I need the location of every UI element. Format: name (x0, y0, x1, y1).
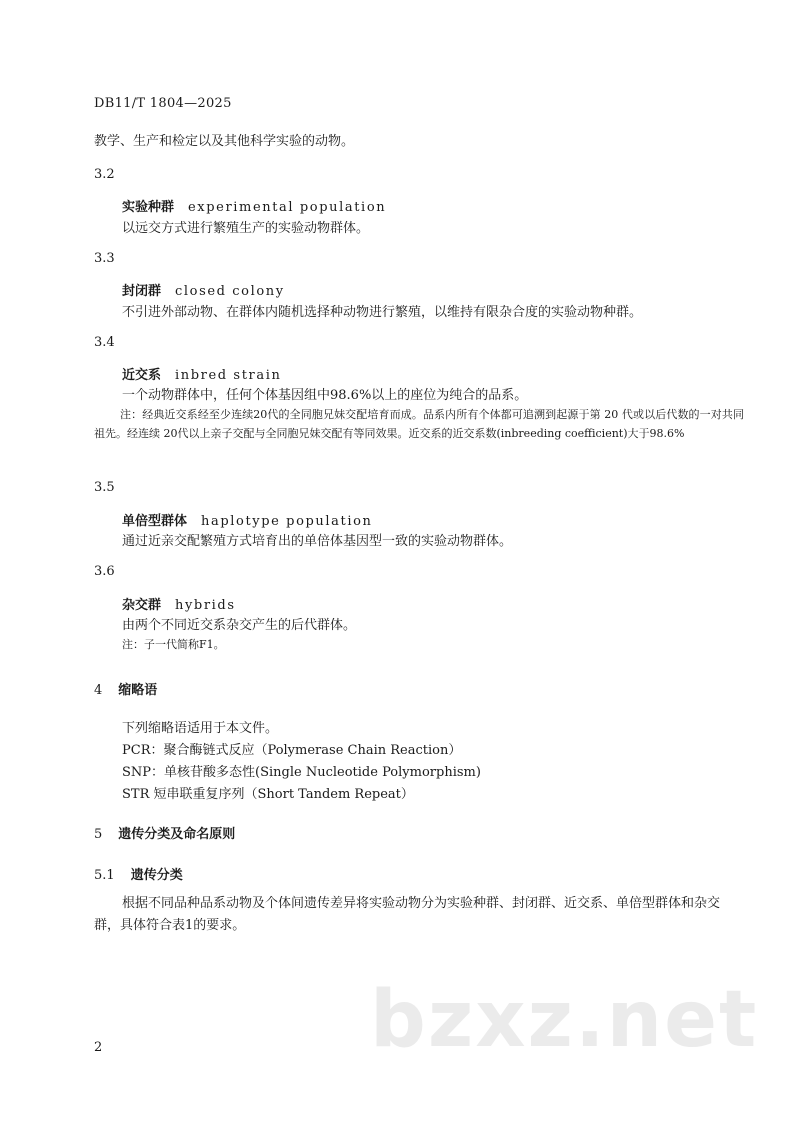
term-entry (122, 510, 373, 529)
clause-number: 3.4 (94, 335, 115, 350)
abbreviation-intro: 下列缩略语适用于本文件。 (122, 721, 279, 736)
term-entry (122, 280, 285, 299)
document-id-header: DB11/T 1804—2025 (94, 96, 232, 111)
term-entry (122, 364, 281, 383)
abbreviation-item: STR 短串联重复序列（Short Tandem Repeat） (122, 787, 414, 802)
subsection-heading (94, 864, 183, 883)
subsection-number: 5.1 (94, 868, 115, 883)
subsection-title: 遗传分类 (130, 868, 183, 883)
term-en: experimental population (188, 200, 387, 215)
term-definition: 以远交方式进行繁殖生产的实验动物群体。 (122, 221, 370, 236)
term-en: hybrids (175, 598, 236, 613)
watermark: bzxz.net (370, 975, 759, 1065)
body-paragraph: 根据不同品种品系动物及个体间遗传差异将实验动物分为实验种群、封闭群、近交系、单倍型群体和杂交群，具体符合表1的要求。 (94, 896, 721, 933)
section-heading (94, 823, 235, 842)
term-note: 注：经典近交系经至少连续20代的全同胞兄妹交配培育而成。品系内所有个体都可追溯到起源于第 20 代或以后代数的一对共同祖先。经连续 20代以上亲子交配与全同胞兄妹交配有等同效果。近交系的近交系数(inbreeding coefficient)大于98.6% (94, 408, 744, 440)
term-cn: 杂交群 (122, 598, 162, 613)
term-definition: 不引进外部动物、在群体内随机选择种动物进行繁殖，以维持有限杂合度的实验动物种群。 (122, 305, 643, 320)
abbreviation-item: PCR：聚合酶链式反应（Polymerase Chain Reaction） (122, 743, 462, 758)
term-en: inbred strain (175, 368, 282, 383)
term-en: haplotype population (201, 514, 373, 529)
section-title: 缩略语 (118, 683, 158, 698)
page-number: 2 (94, 1040, 103, 1055)
clause-number: 3.2 (94, 167, 115, 182)
term-cn: 实验种群 (122, 200, 175, 215)
term-cn: 封闭群 (122, 284, 162, 299)
section-number: 5 (94, 827, 103, 842)
term-cn: 近交系 (122, 368, 162, 383)
term-definition: 通过近亲交配繁殖方式培育出的单倍体基因型一致的实验动物群体。 (122, 534, 513, 549)
abbreviation-item: SNP：单核苷酸多态性(Single Nucleotide Polymorphism) (122, 765, 481, 780)
term-entry (122, 594, 236, 613)
section-title: 遗传分类及命名原则 (118, 827, 236, 842)
clause-number: 3.6 (94, 564, 115, 579)
term-entry (122, 196, 386, 215)
term-definition: 一个动物群体中，任何个体基因组中98.6%以上的座位为纯合的品系。 (122, 388, 528, 403)
section-number: 4 (94, 683, 103, 698)
term-definition: 由两个不同近交系杂交产生的后代群体。 (122, 618, 357, 633)
clause-number: 3.5 (94, 480, 115, 495)
section-heading (94, 679, 157, 698)
intro-line: 教学、生产和检定以及其他科学实验的动物。 (94, 134, 355, 149)
term-cn: 单倍型群体 (122, 514, 188, 529)
clause-number: 3.3 (94, 251, 115, 266)
term-en: closed colony (175, 284, 285, 299)
term-note: 注：子一代简称F1。 (122, 638, 225, 651)
